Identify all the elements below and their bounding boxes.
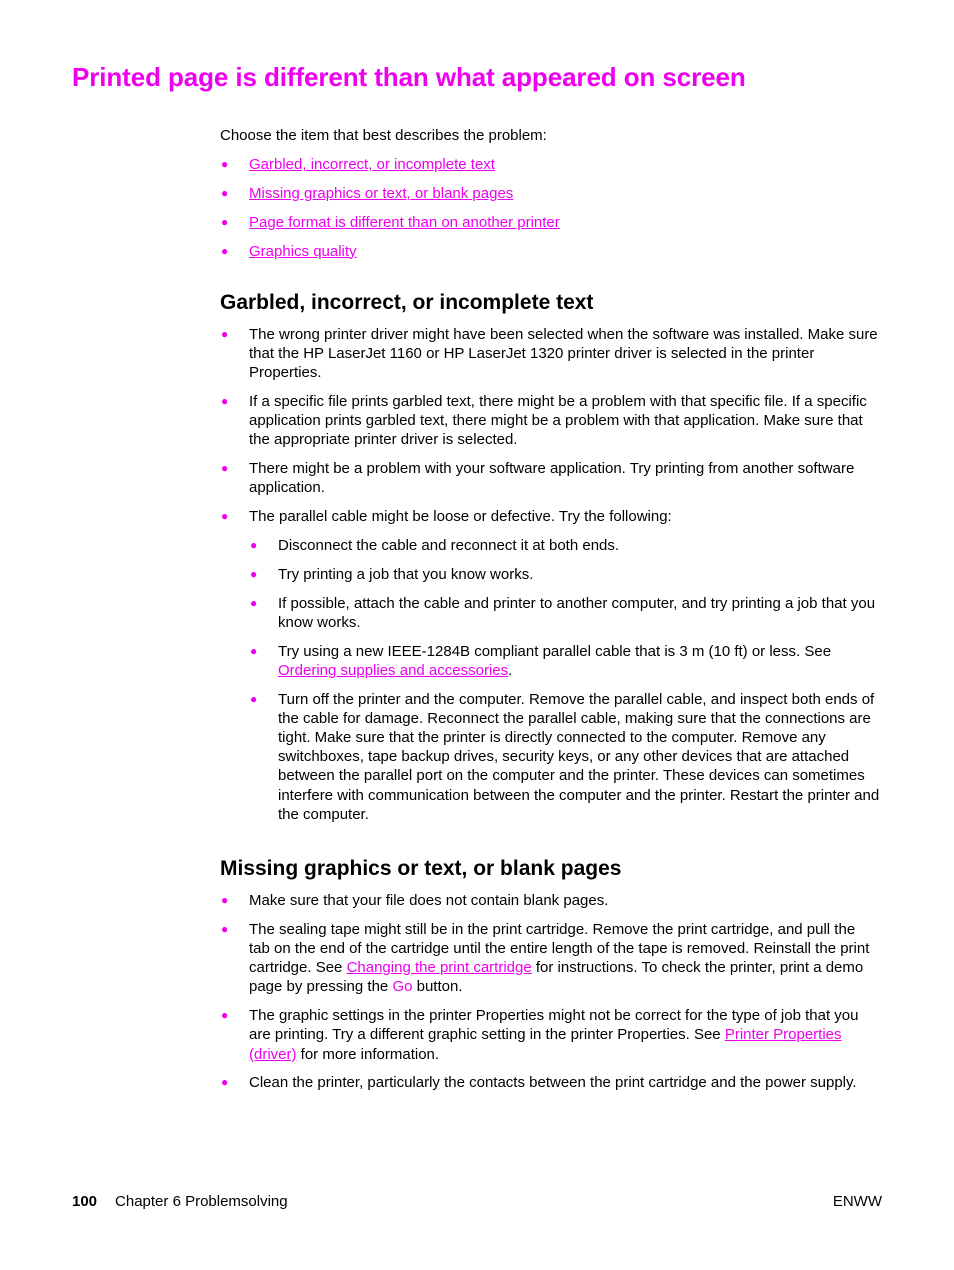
section-heading-garbled-text: Garbled, incorrect, or incomplete text — [220, 290, 594, 314]
list-item-text: button. — [412, 978, 463, 996]
list-item — [220, 920, 880, 997]
ordering-supplies-link[interactable]: Ordering supplies and accessories — [278, 661, 509, 679]
list-item-text: for more information. — [296, 1045, 440, 1063]
list-item — [220, 1006, 880, 1064]
list-item: ● Clean the printer, particularly the contacts between the print cartridge and the power supply. — [220, 1073, 880, 1092]
list-item-text: The parallel cable might be loose or defective. Try the following: — [249, 508, 672, 526]
list-item: ● The wrong printer driver might have been selected when the software was installed. Make sure that the HP LaserJet 1160 or HP LaserJet 1320 printer driver is selected in the printer Properties. — [220, 325, 880, 383]
missing-graphics-list — [220, 891, 880, 1093]
toc-link-garbled-text[interactable]: Garbled, incorrect, or incomplete text — [249, 156, 495, 174]
page-title: Printed page is different than what appeared on screen — [72, 62, 746, 92]
sub-list-item: ● Disconnect the cable and reconnect it at both ends. — [249, 536, 880, 555]
intro-text: Choose the item that best describes the problem: — [220, 127, 547, 144]
printer-properties-link[interactable]: Printer Properties (driver) — [249, 1026, 842, 1063]
sub-list-item — [249, 642, 880, 680]
sub-list-item: ● Try printing a job that you know works. — [249, 565, 880, 584]
sub-list-text: Try using a new IEEE-1284B compliant parallel cable that is 3 m (10 ft) or less. See — [278, 642, 832, 660]
list-item-text: The sealing tape might still be in the print cartridge. Remove the print cartridge, and pull the tab on the end of the cartridge until the entire length of the tape is removed. Reinstall the print cartridge. See — [249, 920, 870, 977]
changing-print-cartridge-link[interactable]: Changing the print cartridge — [346, 959, 532, 977]
sub-list-item: ● Turn off the printer and the computer. Remove the parallel cable, and inspect both ends of the cable for damage. Reconnect the parallel cable, making sure that the connections are tight. Make sure that the printer is directly connected to the computer. Remove any switchboxes, tape backup drives, security keys, or any other devices that are attached between the parallel port on the computer and the printer. These devices can sometimes interfere with communication between the computer and the printer. Restart the printer and the computer. — [249, 690, 880, 824]
toc-item — [220, 242, 880, 261]
toc-link-page-format[interactable]: Page format is different than on another printer — [249, 213, 560, 231]
parallel-cable-sublist — [249, 536, 880, 824]
main-content — [220, 126, 880, 1102]
footer-right-label: ENWW — [832, 1193, 882, 1210]
toc-item — [220, 155, 880, 174]
list-item-parallel-cable — [220, 507, 880, 824]
sub-list-text: . — [508, 661, 513, 679]
list-item-text: for instructions. To check the printer, print a demo page by pressing the — [249, 959, 864, 996]
chapter-label: Chapter 6 Problemsolving — [115, 1193, 288, 1210]
garbled-text-list — [220, 325, 880, 824]
list-item: ● Make sure that your file does not contain blank pages. — [220, 891, 880, 910]
list-item: ● There might be a problem with your software application. Try printing from another software application. — [220, 459, 880, 497]
list-item-text: The graphic settings in the printer Properties might not be correct for the type of job that you are printing. Try a different graphic setting in the printer Properties. See — [249, 1007, 859, 1044]
toc-item — [220, 184, 880, 203]
toc-list — [220, 155, 880, 261]
go-button-label: Go — [392, 978, 413, 996]
page-footer — [72, 1192, 882, 1211]
toc-link-graphics-quality[interactable]: Graphics quality — [249, 242, 357, 260]
page-number: 100 — [72, 1193, 98, 1210]
toc-item — [220, 213, 880, 232]
list-item: ● If a specific file prints garbled text, there might be a problem with that specific file. If a specific application prints garbled text, there might be a problem with that application. Make sure that the appropriate printer driver is selected. — [220, 392, 880, 450]
toc-link-missing-graphics[interactable]: Missing graphics or text, or blank pages — [249, 185, 514, 202]
section-heading-missing-graphics: Missing graphics or text, or blank pages — [220, 857, 622, 881]
sub-list-item: ● If possible, attach the cable and printer to another computer, and try printing a job that you know works. — [249, 594, 880, 632]
